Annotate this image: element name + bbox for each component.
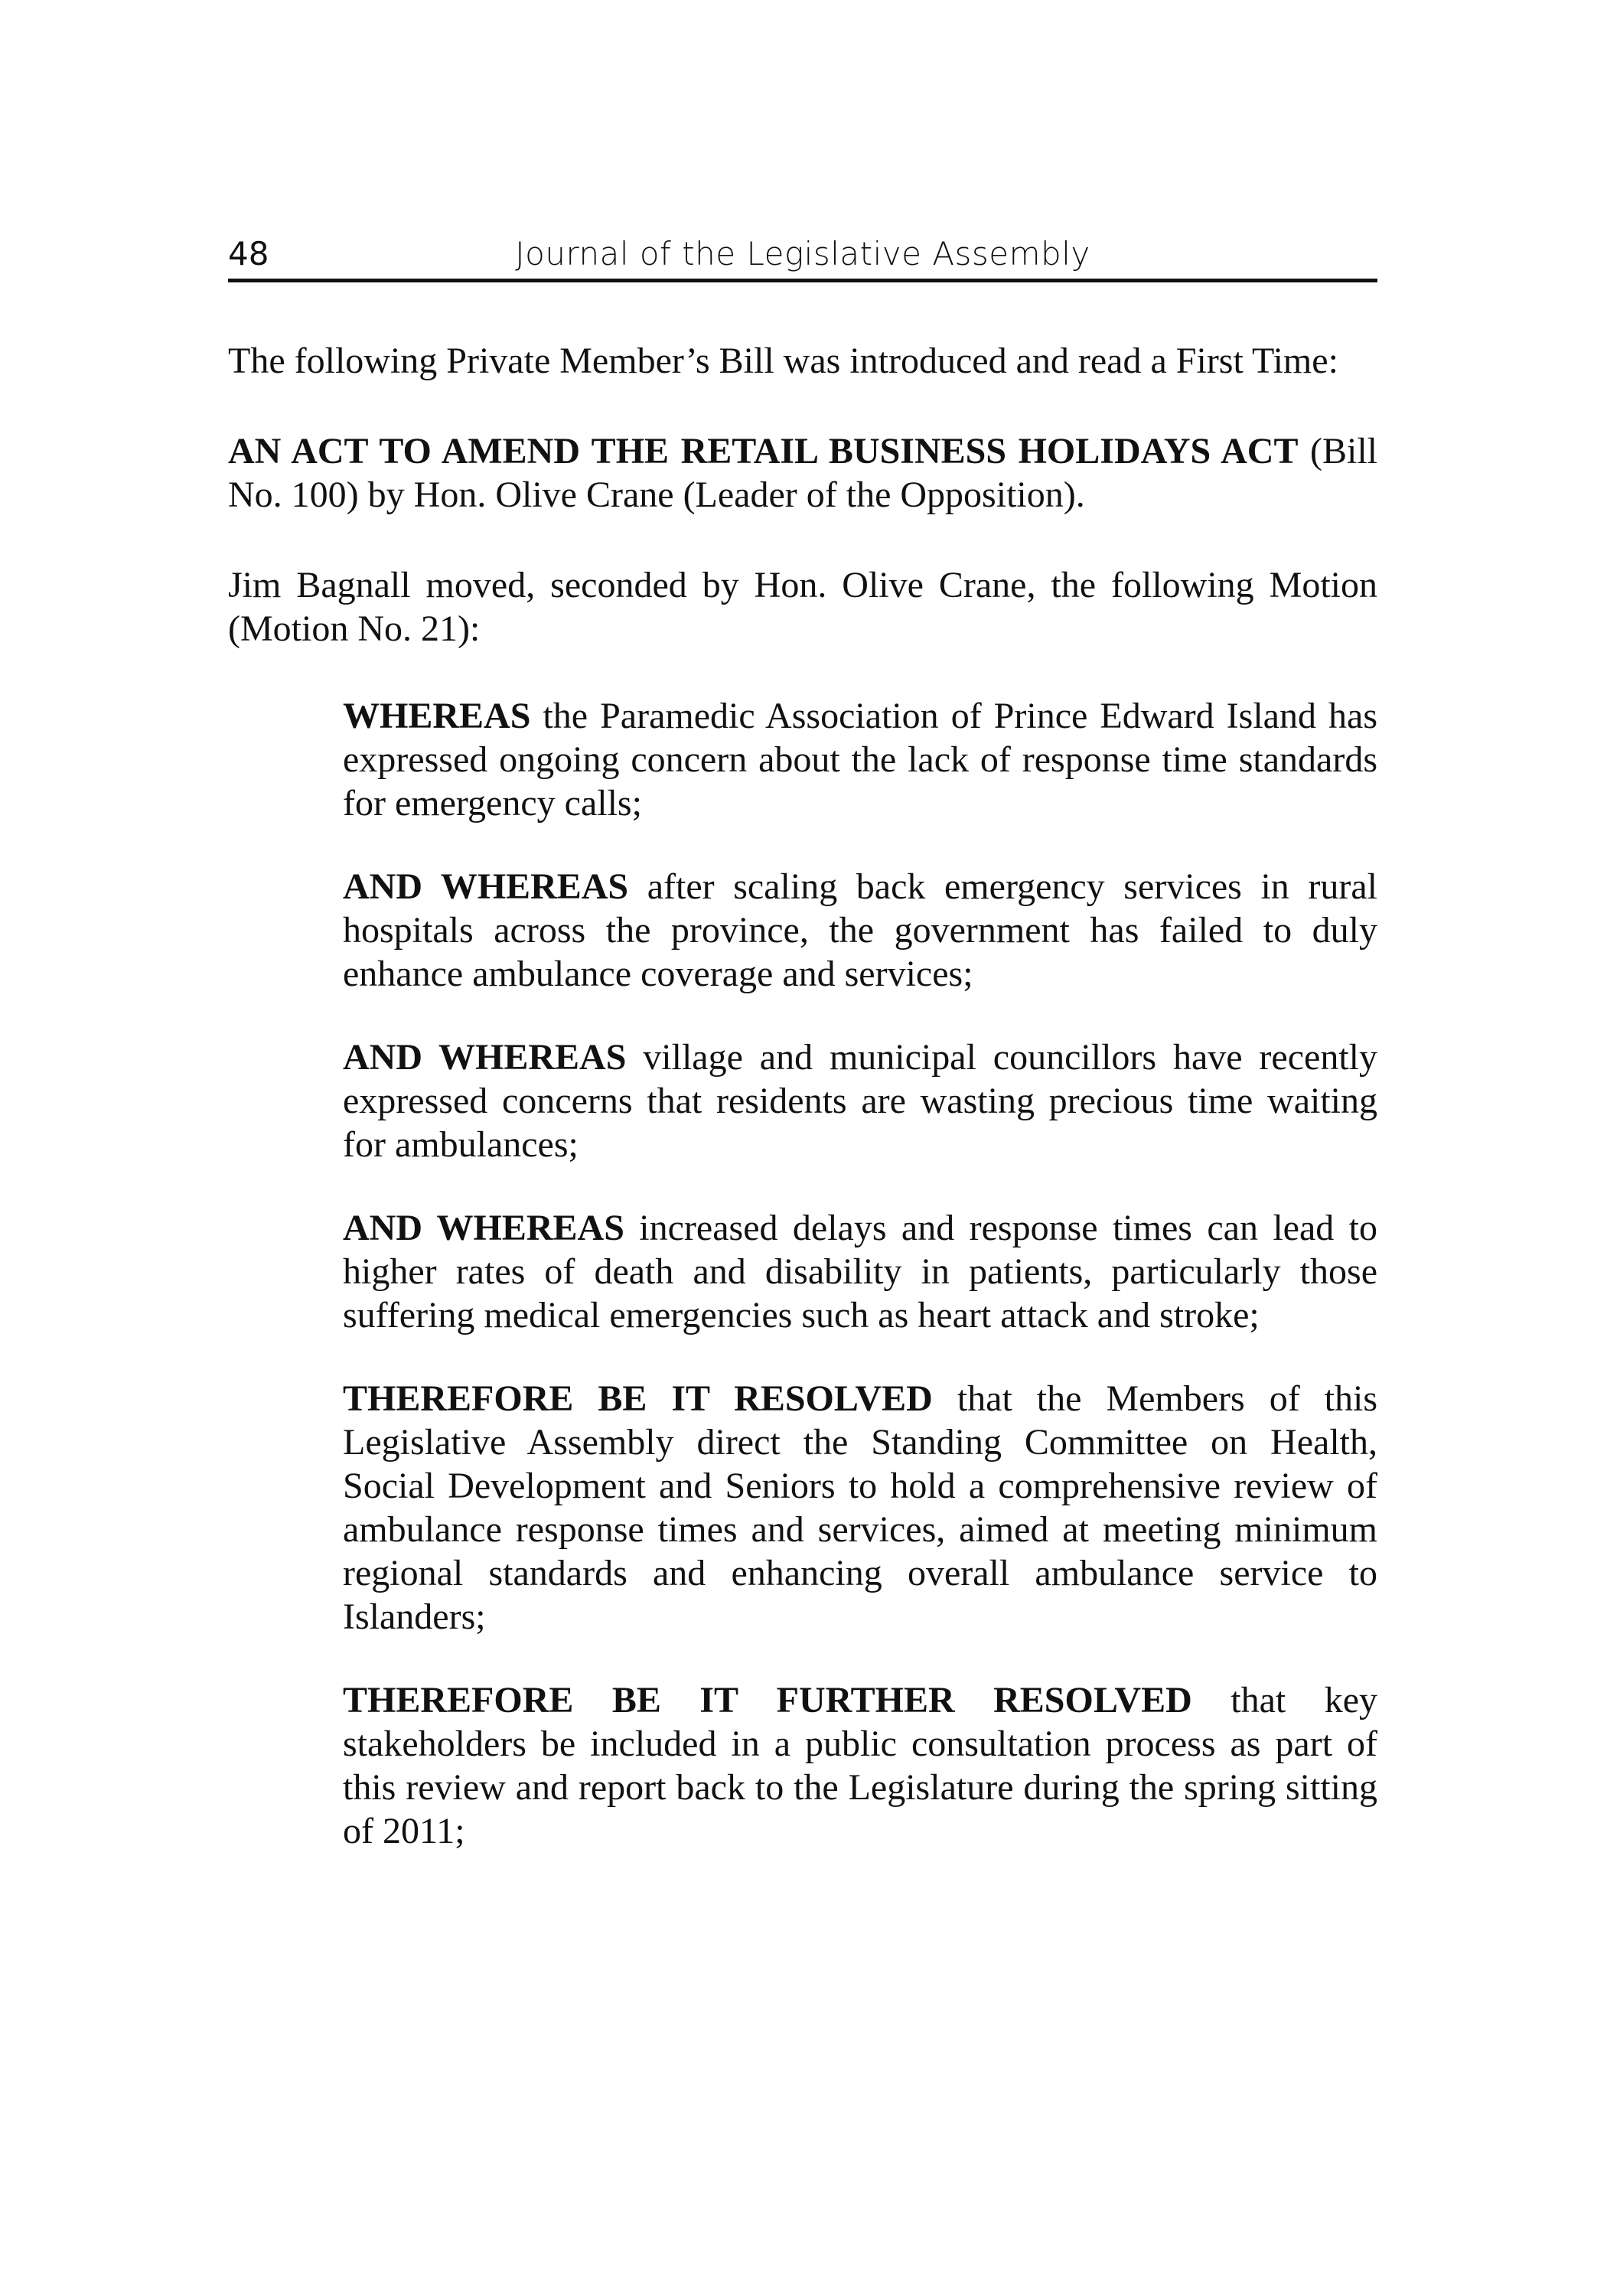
document-page <box>228 230 1377 1893</box>
whereas-clause <box>343 865 1377 996</box>
bill-entry-paragraph <box>228 429 1377 517</box>
resolved-clause <box>343 1377 1377 1639</box>
motion-introduction-paragraph: Jim Bagnall moved, seconded by Hon. Olive Crane, the following Motion (Motion No. 21): <box>228 565 1377 649</box>
bill-title: AN ACT TO AMEND THE RETAIL BUSINESS HOLIDAYS ACT <box>228 431 1299 471</box>
further-resolved-clause <box>343 1678 1377 1853</box>
clause-text: that the Members of this Legislative Assembly direct the Standing Committee on Health, Social Development and Seniors to hold a comprehensive review of ambulance response times and services, aimed at meeting minimum regional standards and enhancing overall ambulance service to Islanders; <box>343 1378 1378 1637</box>
clause-text: village and municipal councillors have recently expressed concerns that residents are wasting precious time waiting for ambulances; <box>343 1037 1378 1165</box>
journal-title: Journal of the Legislative Assembly <box>515 235 1090 272</box>
bill-introduction-paragraph: The following Private Member’s Bill was introduced and read a First Time: <box>228 341 1338 381</box>
whereas-clause <box>343 694 1377 825</box>
clause-text: that key stakeholders be included in a public consultation process as part of this review and report back to the Legislature during the spring sitting of 2011; <box>343 1680 1377 1851</box>
clause-text: after scaling back emergency services in rural hospitals across the province, the government has failed to duly enhance ambulance coverage and services; <box>343 866 1378 994</box>
clause-lead: WHEREAS <box>343 696 531 736</box>
clause-text: increased delays and response times can lead to higher rates of death and disability in patients, particularly those suffering medical emergencies such as heart attack and stroke; <box>343 1208 1378 1336</box>
page-number: 48 <box>228 235 269 272</box>
journal-body <box>228 339 1377 1853</box>
whereas-clause <box>343 1035 1377 1166</box>
whereas-clause <box>343 1206 1377 1337</box>
clause-lead: AND WHEREAS <box>343 1037 627 1078</box>
clause-lead: AND WHEREAS <box>343 1208 624 1248</box>
clause-lead: AND WHEREAS <box>343 866 629 907</box>
bill-details: (Bill No. 100) by Hon. Olive Crane (Leader of the Opposition). <box>228 431 1378 515</box>
clause-lead: THEREFORE BE IT RESOLVED <box>343 1378 933 1419</box>
clause-text: the Paramedic Association of Prince Edward Island has expressed ongoing concern about the lack of response time standards for emergency calls; <box>343 696 1377 823</box>
running-header <box>228 230 1377 282</box>
clause-lead: THEREFORE BE IT FURTHER RESOLVED <box>343 1680 1192 1720</box>
